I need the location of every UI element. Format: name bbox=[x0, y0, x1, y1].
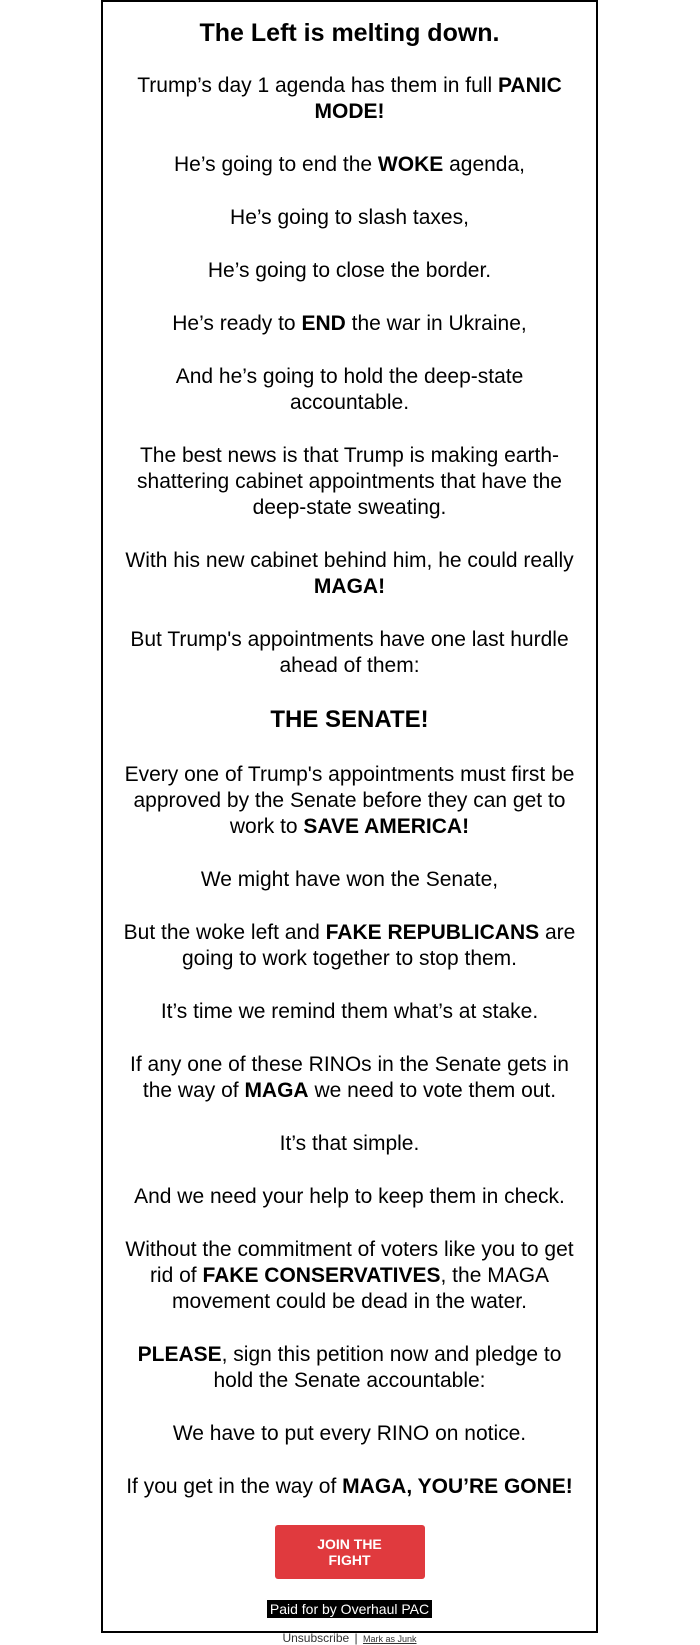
paragraph-gone: If you get in the way of MAGA, YOU’RE GONE! bbox=[126, 1475, 573, 1498]
paragraph-approval: Every one of Trump's appointments must first be approved by the Senate before they can get to work to SAVE AMERICA! bbox=[124, 763, 575, 838]
paragraph-taxes: He’s going to slash taxes, bbox=[230, 206, 469, 229]
paragraph-deep-state: And he’s going to hold the deep-state accountable. bbox=[175, 365, 524, 414]
paragraph-panic: Trump’s day 1 agenda has them in full PANIC MODE! bbox=[137, 74, 562, 123]
paragraph-commitment: Without the commitment of voters like you to get rid of FAKE CONSERVATIVES, the MAGA movement could be dead in the water. bbox=[125, 1238, 574, 1313]
email-body bbox=[101, 0, 598, 1645]
paragraph-notice: We have to put every RINO on notice. bbox=[172, 1422, 527, 1445]
email-headline: The Left is melting down. bbox=[199, 19, 500, 47]
join-the-fight-button[interactable]: JOIN THE FIGHT bbox=[275, 1525, 425, 1579]
paragraph-petition: PLEASE, sign this petition now and pledge to hold the Senate accountable: bbox=[137, 1343, 562, 1392]
paragraph-maga: With his new cabinet behind him, he could really MAGA! bbox=[125, 549, 574, 598]
mark-as-junk-link[interactable]: Mark as Junk bbox=[362, 1634, 417, 1644]
paragraph-border: He’s going to close the border. bbox=[207, 259, 492, 282]
paragraph-rinos: If any one of these RINOs in the Senate gets in the way of MAGA we need to vote them out. bbox=[130, 1053, 569, 1102]
senate-heading: THE SENATE! bbox=[270, 706, 429, 733]
paragraph-woke: He’s going to end the WOKE agenda, bbox=[173, 153, 525, 176]
footer-separator: | bbox=[354, 1631, 358, 1645]
footer-links bbox=[103, 1631, 596, 1645]
paragraph-help: And we need your help to keep them in check. bbox=[134, 1185, 565, 1208]
paragraph-won-senate: We might have won the Senate, bbox=[200, 868, 499, 891]
email-content bbox=[103, 14, 596, 1645]
paragraph-simple: It’s that simple. bbox=[279, 1132, 420, 1155]
unsubscribe-link[interactable]: Unsubscribe bbox=[282, 1631, 350, 1645]
paid-for-container bbox=[103, 1579, 596, 1619]
paragraph-fake-republicans: But the woke left and FAKE REPUBLICANS are going to work together to stop them. bbox=[123, 921, 576, 970]
paragraph-cabinet: The best news is that Trump is making earth-shattering cabinet appointments that have the deep-state sweating. bbox=[137, 444, 562, 519]
cta-container bbox=[103, 1527, 596, 1579]
paid-for-disclaimer: Paid for by Overhaul PAC bbox=[267, 1600, 432, 1618]
paragraph-stake: It’s time we remind them what’s at stake. bbox=[160, 1000, 539, 1023]
paragraph-hurdle: But Trump's appointments have one last hurdle ahead of them: bbox=[130, 628, 569, 677]
paragraph-ukraine: He’s ready to END the war in Ukraine, bbox=[172, 312, 527, 335]
